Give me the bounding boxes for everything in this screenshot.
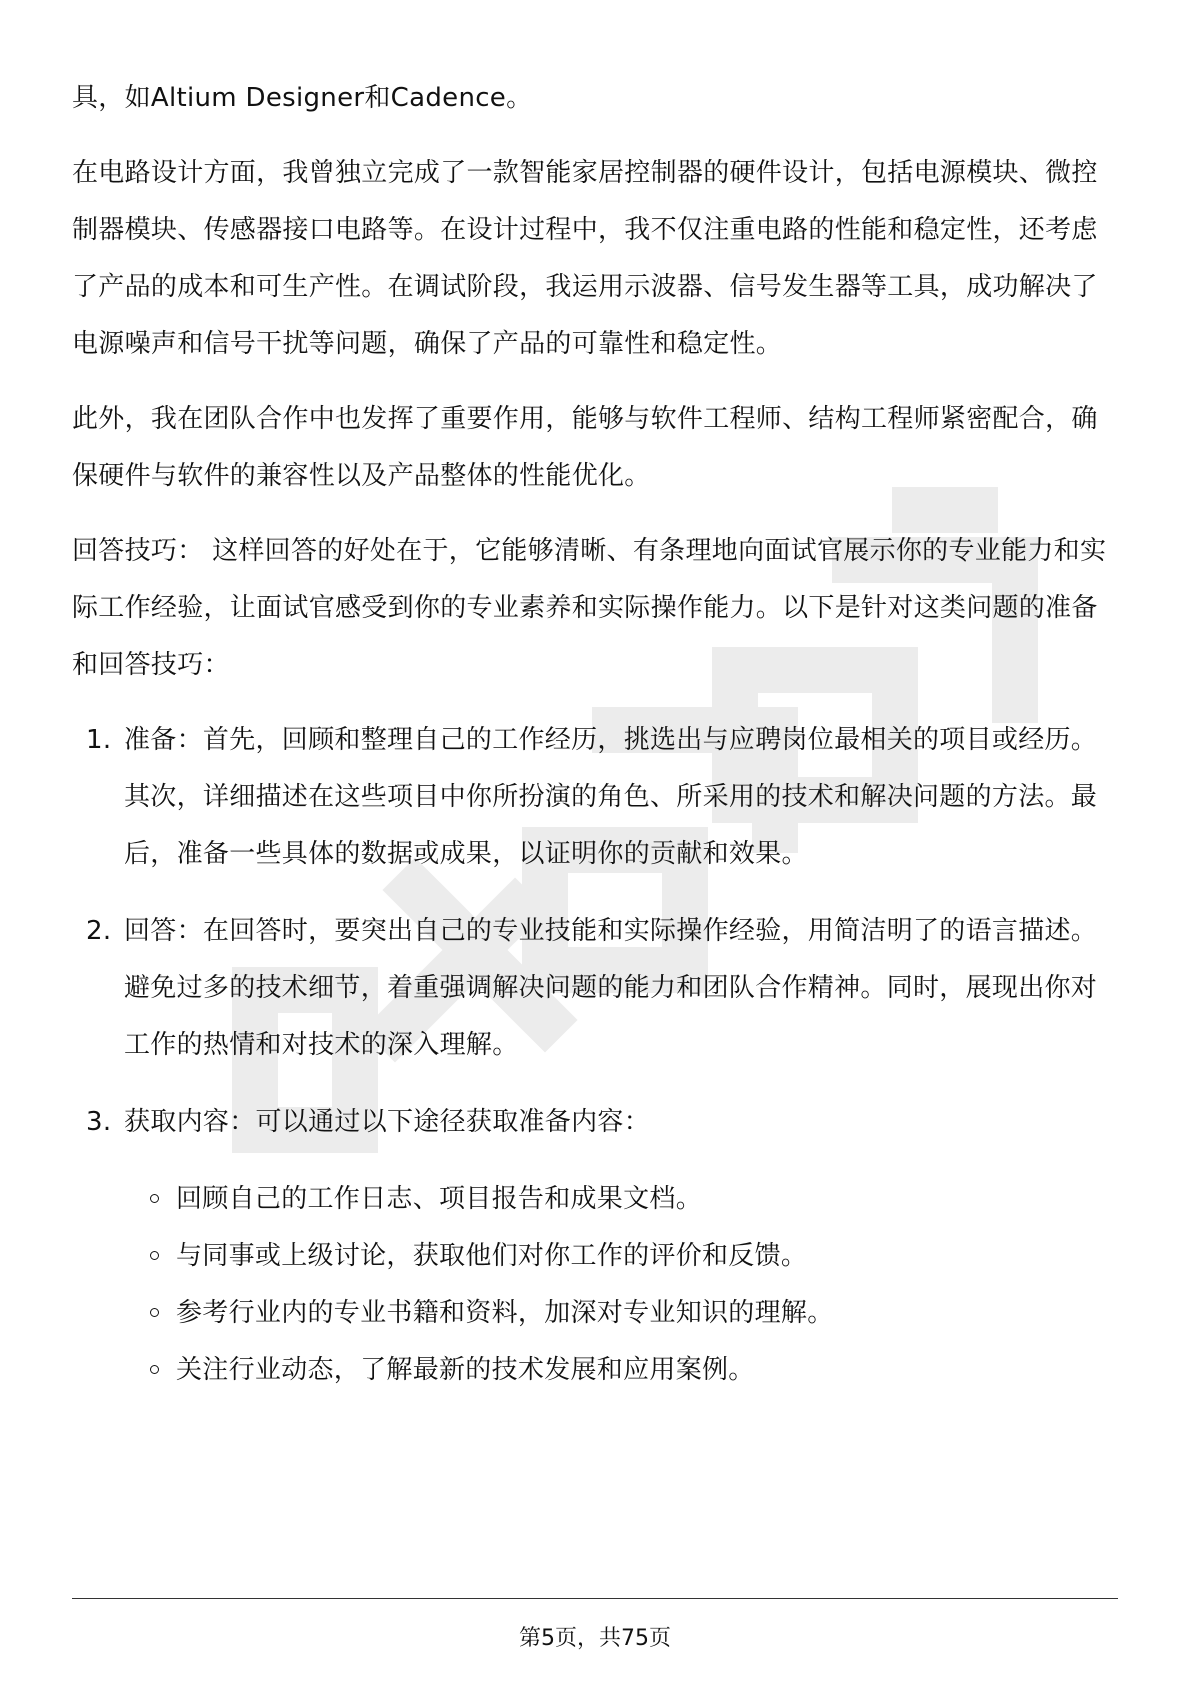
list-item-text: 准备：首先，回顾和整理自己的工作经历，挑选出与应聘岗位最相关的项目或经历。其次，详细描述在这些项目中你所扮演的角色、所采用的技术和解决问题的方法。最后，准备一些具体的数据或成果，以证明你的贡献和效果。: [124, 725, 1098, 869]
page-number: 第5页，共75页: [519, 1626, 671, 1651]
paragraph: 此外，我在团队合作中也发挥了重要作用，能够与软件工程师、结构工程师紧密配合，确保硬件与软件的兼容性以及产品整体的性能优化。: [72, 404, 1098, 491]
footer-divider: [72, 1598, 1118, 1599]
list-number: 1.: [86, 725, 112, 755]
paragraph: 回答技巧： 这样回答的好处在于，它能够清晰、有条理地向面试官展示你的专业能力和实际工作经验，让面试官感受到你的专业素养和实际操作能力。以下是针对这类问题的准备和回答技巧：: [72, 536, 1107, 680]
list-item-text: 获取内容：可以通过以下途径获取准备内容：: [124, 1107, 651, 1137]
circle-bullet-icon: [150, 1365, 159, 1374]
paragraph: 具，如Altium Designer和Cadence。: [72, 83, 533, 113]
circle-bullet-icon: [150, 1251, 159, 1260]
sublist-item-text: 参考行业内的专业书籍和资料，加深对专业知识的理解。: [176, 1298, 834, 1328]
sublist-item-text: 关注行业动态，了解最新的技术发展和应用案例。: [176, 1355, 755, 1385]
sublist-item: [124, 1228, 1122, 1285]
list-number: 2.: [86, 916, 112, 946]
sublist-item: [124, 1171, 1122, 1228]
circle-bullet-icon: [150, 1194, 159, 1203]
list-item-text: 回答：在回答时，要突出自己的专业技能和实际操作经验，用简洁明了的语言描述。避免过多的技术细节，着重强调解决问题的能力和团队合作精神。同时，展现出你对工作的热情和对技术的深入理解。: [124, 916, 1098, 1060]
document-body: [72, 70, 1122, 1419]
sublist-item: [124, 1285, 1122, 1342]
bullet-sublist: [124, 1171, 1122, 1399]
list-item: [72, 903, 1122, 1074]
sublist-item-text: 回顾自己的工作日志、项目报告和成果文档。: [176, 1184, 703, 1214]
paragraph: 在电路设计方面，我曾独立完成了一款智能家居控制器的硬件设计，包括电源模块、微控制器模块、传感器接口电路等。在设计过程中，我不仅注重电路的性能和稳定性，还考虑了产品的成本和可生产性。在调试阶段，我运用示波器、信号发生器等工具，成功解决了电源噪声和信号干扰等问题，确保了产品的可靠性和稳定性。: [72, 158, 1098, 359]
list-number: 3.: [86, 1107, 112, 1137]
list-item: [72, 1094, 1122, 1399]
sublist-item: [124, 1342, 1122, 1399]
circle-bullet-icon: [150, 1308, 159, 1317]
numbered-list: [72, 712, 1122, 1399]
list-item: [72, 712, 1122, 883]
sublist-item-text: 与同事或上级讨论，获取他们对你工作的评价和反馈。: [176, 1241, 808, 1271]
